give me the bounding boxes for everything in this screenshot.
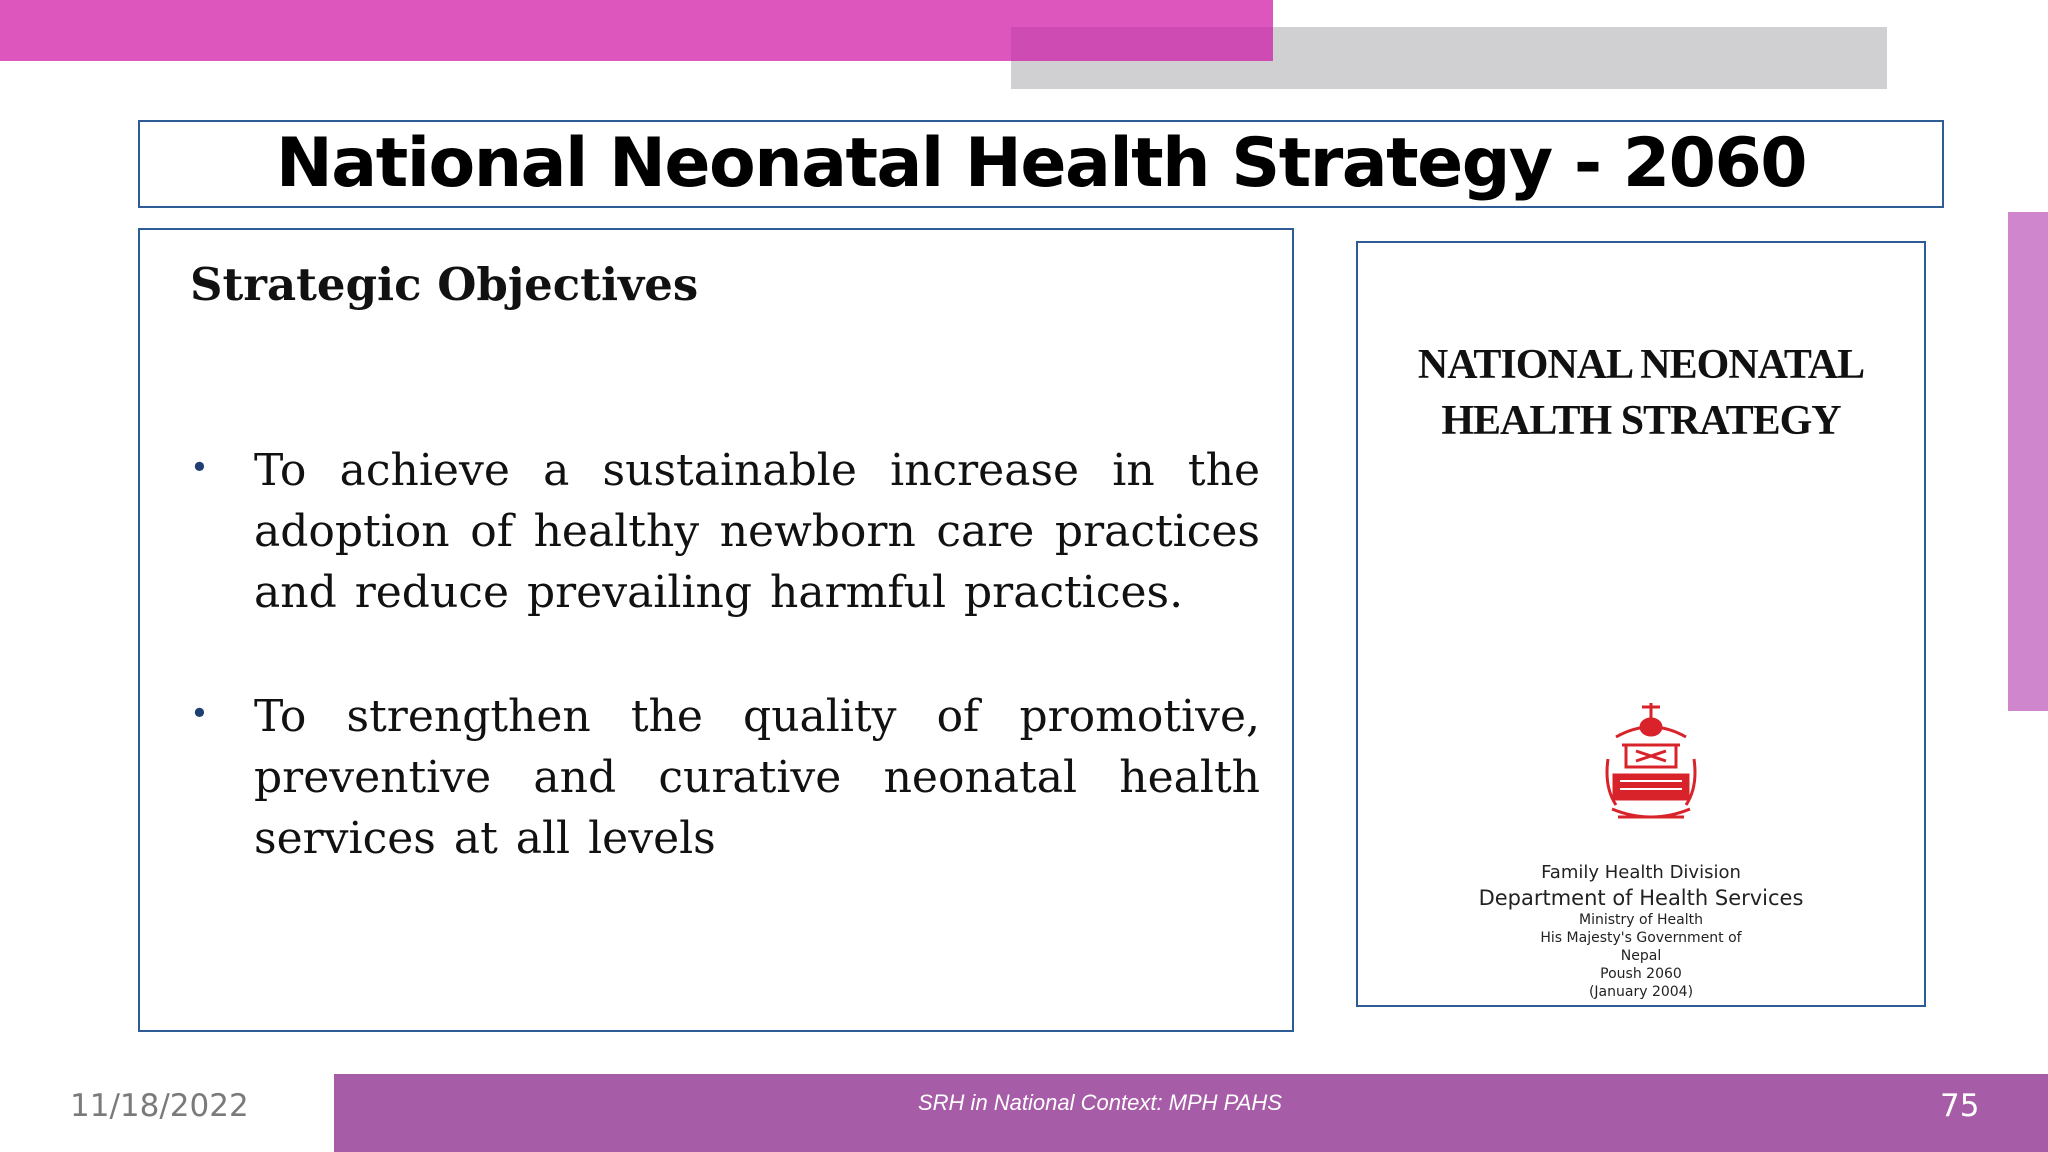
cover-division: Family Health Division [1541,862,1741,883]
bullet-icon: • [190,694,209,732]
cover-department: Department of Health Services [1478,886,1804,910]
cover-government: His Majesty's Government of [1540,930,1742,946]
cover-title-line2: HEALTH STRATEGY [1441,398,1841,444]
section-heading: Strategic Objectives [190,258,699,311]
bullet-item-2 [190,686,1260,869]
cover-title-line1: NATIONAL NEONATAL [1417,342,1865,388]
top-bar-overlap [1011,27,1273,61]
side-accent-bar [2008,212,2048,711]
title-box [138,120,1944,208]
cover-publisher-info [1358,861,1924,1001]
cover-country: Nepal [1620,948,1662,964]
bullet-text-2: To strengthen the quality of promotive, preventive and curative neonatal health services at all levels [254,691,1260,864]
footer-title: SRH in National Context: MPH PAHS [918,1090,1282,1115]
bullet-item-1 [190,440,1260,623]
cover-date-english: (January 2004) [1588,984,1694,1000]
document-cover-image [1356,241,1926,1007]
page-number: 75 [1940,1088,1980,1124]
bullet-icon: • [190,448,209,486]
slide-title: National Neonatal Health Strategy - 2060 [275,124,1807,203]
cover-ministry: Ministry of Health [1579,912,1703,928]
footer-date: 11/18/2022 [70,1088,249,1124]
cover-title [1358,337,1924,449]
cover-date-nepali: Poush 2060 [1600,966,1682,982]
bullet-text-1: To achieve a sustainable increase in the adoption of healthy newborn care practices and reduce prevailing harmful practices. [254,445,1260,618]
objectives-box [138,228,1294,1032]
nepal-emblem-icon [1596,697,1706,829]
